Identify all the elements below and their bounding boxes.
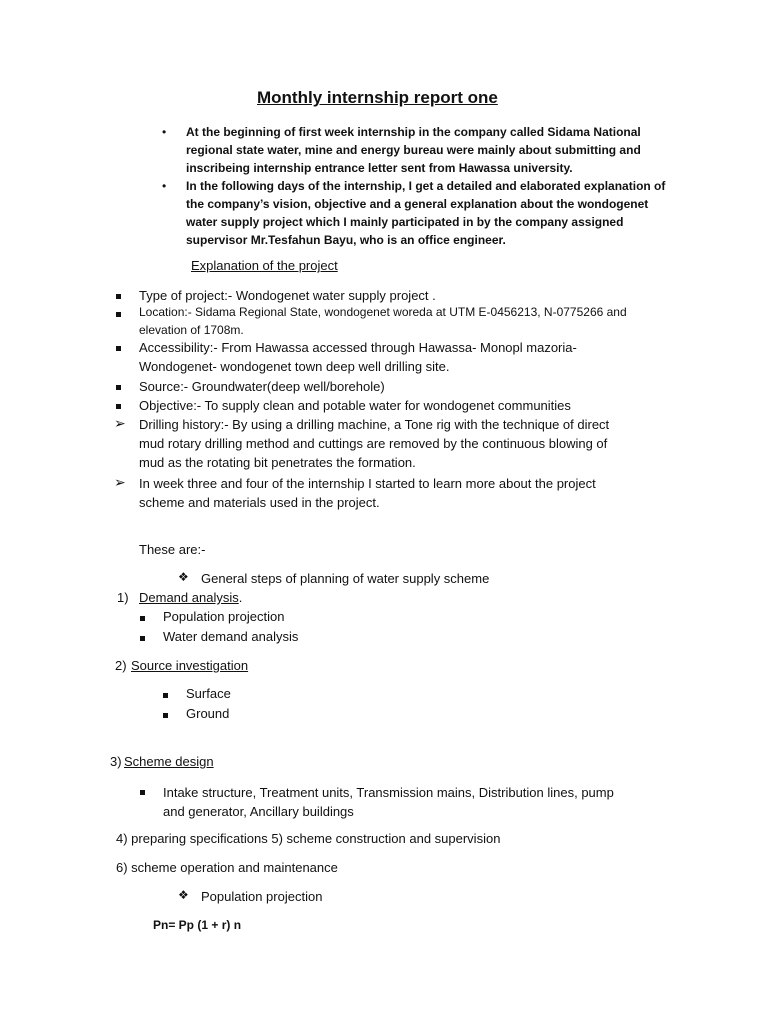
step-1-heading [139, 590, 242, 605]
week-three-four [139, 474, 596, 512]
step-1-period: . [238, 590, 243, 605]
text-line: regional state water, mine and energy bureau were mainly about submitting and [186, 143, 641, 157]
step-1-item: Population projection [163, 609, 285, 624]
text-line: and generator, Ancillary buildings [163, 804, 354, 819]
drilling-history [139, 415, 609, 472]
page-title: Monthly internship report one [257, 88, 498, 107]
bullet-icon: • [162, 125, 167, 139]
text-line: Intake structure, Treatment units, Transmission mains, Distribution lines, pump [163, 785, 614, 800]
square-bullet-icon [163, 693, 168, 698]
project-item-location [139, 303, 627, 339]
project-heading: Explanation of the project [191, 258, 338, 273]
diamond-bullet-icon: ❖ [178, 888, 189, 902]
text-line: water supply project which I mainly participated in by the company assigned [186, 215, 624, 229]
text-line: Objective:- To supply clean and potable water for wondogenet communities [139, 398, 571, 413]
step-1-item: Water demand analysis [163, 629, 299, 644]
these-are-label: These are:- [139, 542, 206, 557]
square-bullet-icon [116, 404, 121, 409]
text-line: the company’s vision, objective and a general explanation about the wondogenet [186, 197, 649, 211]
step-3-heading: Scheme design [124, 754, 214, 769]
bullet-icon: • [162, 179, 167, 193]
text-line: Location:- Sidama Regional State, wondogenet woreda at UTM E-0456213, N-0775266 and [139, 305, 627, 319]
project-item-source [139, 377, 385, 396]
steps-4-5: 4) preparing specifications 5) scheme construction and supervision [116, 831, 501, 846]
text-line: Wondogenet- wondogenet town deep well drilling site. [139, 359, 450, 374]
step-6: 6) scheme operation and maintenance [116, 860, 338, 875]
text-line: Source:- Groundwater(deep well/borehole) [139, 379, 385, 394]
step-2-heading: Source investigation [131, 658, 249, 673]
project-item-objective [139, 396, 571, 415]
population-projection-heading: Population projection [201, 889, 323, 904]
step-1-number: 1) [117, 590, 129, 605]
square-bullet-icon [140, 790, 145, 795]
text-line: Type of project:- Wondogenet water supply project . [139, 288, 436, 303]
step-2-item: Surface [186, 686, 231, 701]
square-bullet-icon [116, 312, 121, 317]
text-line: At the beginning of first week internship in the company called Sidama National [186, 125, 641, 139]
text-line: Drilling history:- By using a drilling machine, a Tone rig with the technique of direct [139, 417, 610, 432]
intro-paragraph-2 [186, 177, 665, 249]
text-line: mud rotary drilling method and cuttings are removed by the continuous blowing of [139, 436, 608, 451]
population-formula: Pn= Pp (1 + r) n [153, 918, 242, 932]
text-line: mud as the rotating bit penetrates the formation. [139, 455, 416, 470]
diamond-bullet-icon: ❖ [178, 570, 189, 584]
step-3-number: 3) [110, 754, 122, 769]
general-steps-heading: General steps of planning of water supply scheme [201, 571, 490, 586]
square-bullet-icon [140, 616, 145, 621]
step-2-item: Ground [186, 706, 230, 721]
text-line: inscribeing internship entrance letter sent from Hawassa university. [186, 161, 573, 175]
arrow-bullet-icon: ➢ [114, 474, 126, 490]
square-bullet-icon [163, 713, 168, 718]
step-2-number: 2) [115, 658, 127, 673]
square-bullet-icon [116, 385, 121, 390]
intro-paragraph-1 [186, 123, 641, 177]
text-line: In the following days of the internship, I get a detailed and elaborated explanation of [186, 179, 666, 193]
text-line: scheme and materials used in the project. [139, 495, 380, 510]
project-item-accessibility [139, 338, 577, 376]
text-line: elevation of 1708m. [139, 323, 244, 337]
step-1-label: Demand analysis [139, 590, 239, 605]
square-bullet-icon [140, 636, 145, 641]
square-bullet-icon [116, 294, 121, 299]
arrow-bullet-icon: ➢ [114, 415, 126, 431]
text-line: In week three and four of the internship I started to learn more about the project [139, 476, 596, 491]
text-line: Accessibility:- From Hawassa accessed through Hawassa- Monopl mazoria- [139, 340, 577, 355]
text-line: supervisor Mr.Tesfahun Bayu, who is an office engineer. [186, 233, 506, 247]
square-bullet-icon [116, 346, 121, 351]
step-3-item [163, 783, 614, 821]
